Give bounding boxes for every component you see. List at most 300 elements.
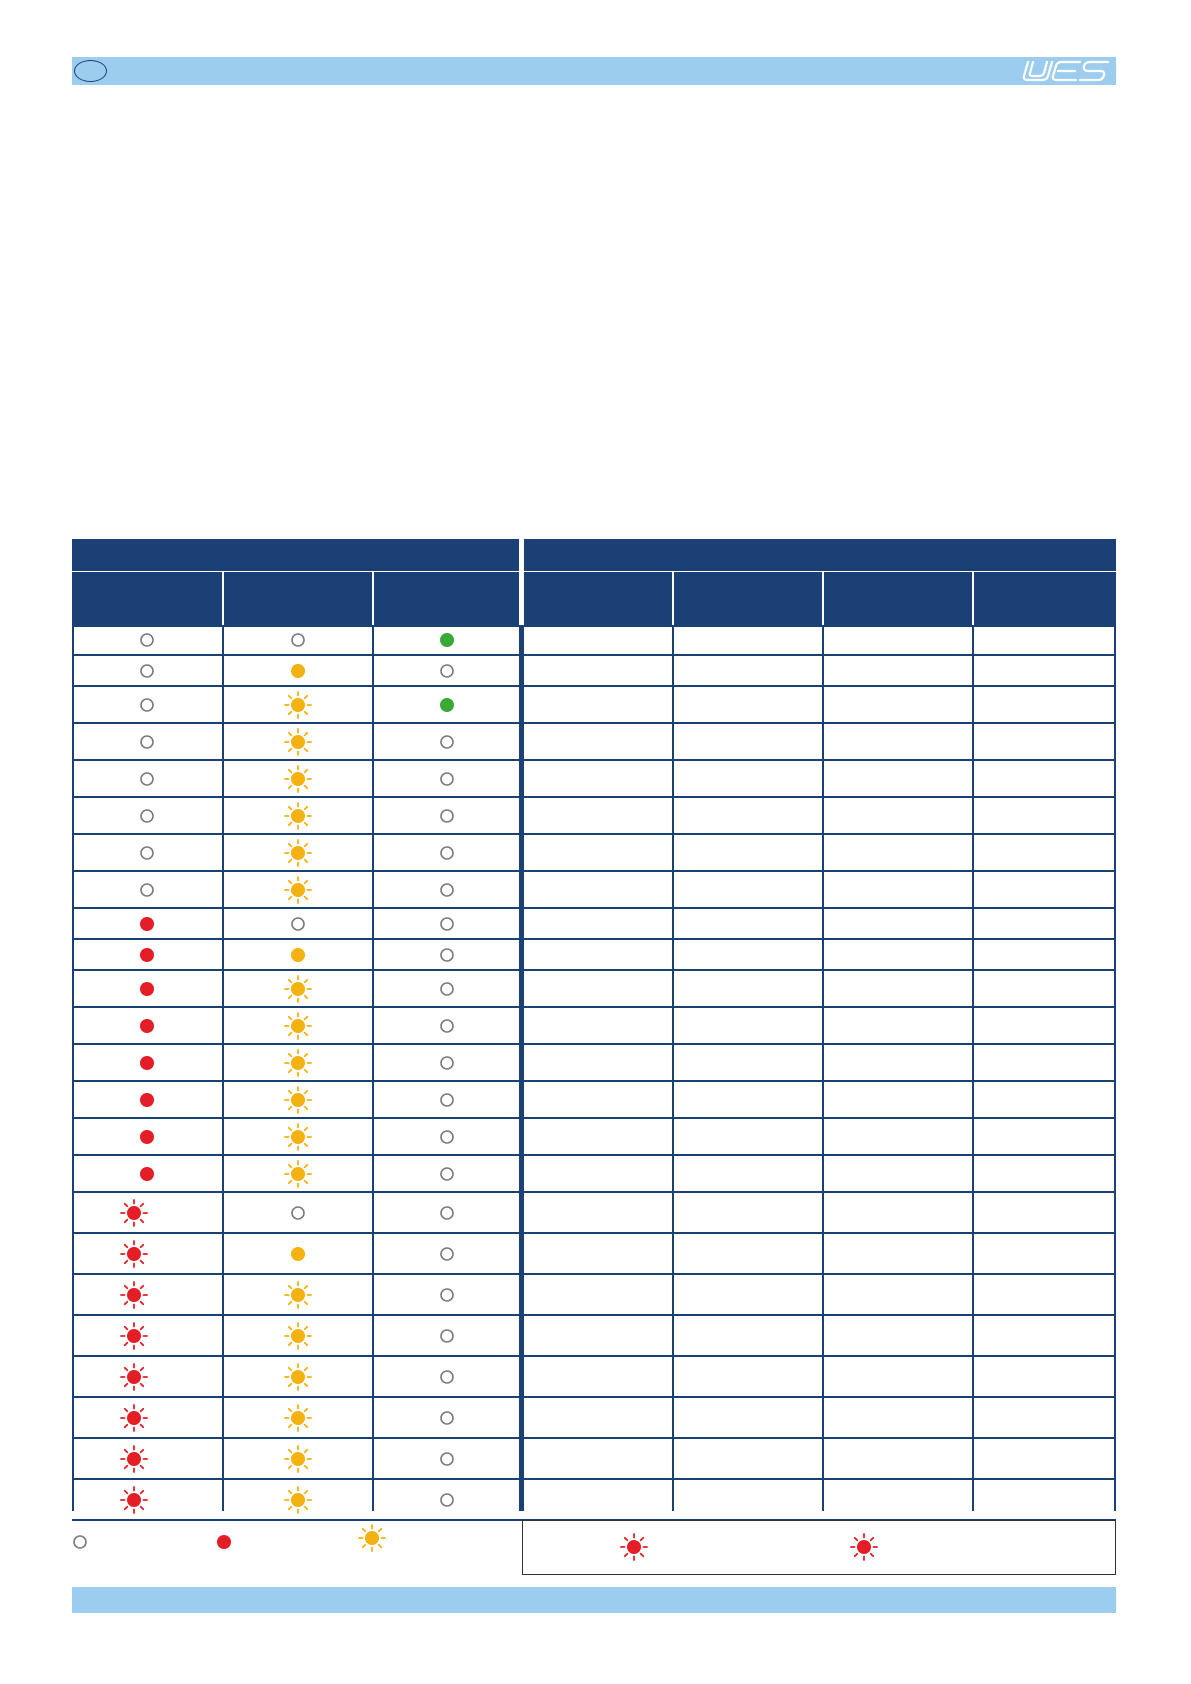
led-off-icon (72, 1534, 88, 1550)
table-cell (824, 625, 972, 654)
table-cell (374, 1156, 519, 1191)
led-off-icon (439, 1092, 455, 1108)
table-cell (824, 656, 972, 685)
table-cell (974, 761, 1116, 796)
table-cell (824, 835, 972, 870)
table-cell (674, 1357, 822, 1396)
table-cell (974, 1316, 1116, 1355)
table-cell (72, 625, 222, 654)
amber-blink-led-icon (284, 1123, 312, 1151)
table-cell (374, 1480, 519, 1519)
table-cell (72, 724, 222, 759)
table-cell (974, 1480, 1116, 1519)
amber-blink-led-icon (284, 1160, 312, 1188)
table-cell (72, 656, 222, 685)
red-blink-led-icon (850, 1533, 878, 1561)
table-cell (72, 1193, 222, 1232)
table-cell (524, 1008, 672, 1043)
table-cell (674, 1008, 822, 1043)
legend-box (522, 1520, 1116, 1575)
led-off-icon (439, 845, 455, 861)
table-cell (72, 1008, 222, 1043)
table-cell (374, 656, 519, 685)
column-header-2 (224, 572, 372, 625)
table-cell (374, 761, 519, 796)
table-row (72, 761, 1116, 798)
column-header-3 (374, 572, 519, 625)
table-cell (674, 1234, 822, 1273)
table-cell (224, 1316, 372, 1355)
led-off-icon (439, 734, 455, 750)
amber-blink-led-icon (284, 975, 312, 1003)
led-off-icon (439, 947, 455, 963)
table-cell (974, 1119, 1116, 1154)
table-cell (674, 1398, 822, 1437)
table-cell (374, 1234, 519, 1273)
led-off-icon (439, 916, 455, 932)
table-cell (224, 835, 372, 870)
table-cell (72, 909, 222, 938)
column-header-7 (974, 572, 1116, 625)
amber-blink-led-icon (284, 1322, 312, 1350)
red-on-led-icon (216, 1534, 232, 1550)
led-off-icon (439, 808, 455, 824)
table-row (72, 1008, 1116, 1045)
table-cell (224, 625, 372, 654)
table-cell (524, 1234, 672, 1273)
table-cell (824, 1119, 972, 1154)
table-cell (674, 940, 822, 969)
red-on-led-icon (139, 1055, 155, 1071)
table-cell (374, 835, 519, 870)
table-cell (674, 1275, 822, 1314)
table-cell (674, 761, 822, 796)
red-on-led-icon (139, 1018, 155, 1034)
table-cell (824, 1316, 972, 1355)
table-cell (524, 1119, 672, 1154)
table-cell (524, 1045, 672, 1080)
amber-blink-led-icon (284, 1281, 312, 1309)
led-off-icon (439, 882, 455, 898)
table-cell (224, 1480, 372, 1519)
table-cell (674, 971, 822, 1006)
table-cell (224, 872, 372, 907)
red-blink-led-icon (120, 1199, 148, 1227)
table-cell (824, 1045, 972, 1080)
led-off-icon (439, 1287, 455, 1303)
table-cell (974, 909, 1116, 938)
red-blink-led-icon (620, 1533, 648, 1561)
table-cell (374, 1398, 519, 1437)
amber-blink-led-icon (284, 765, 312, 793)
table-cell (374, 1275, 519, 1314)
led-off-icon (139, 697, 155, 713)
table-cell (224, 1008, 372, 1043)
amber-on-led-icon (290, 663, 306, 679)
table-cell (374, 909, 519, 938)
amber-blink-led-icon (284, 876, 312, 904)
table-cell (974, 971, 1116, 1006)
amber-on-led-icon (290, 947, 306, 963)
table-cell (524, 940, 672, 969)
table-cell (72, 1316, 222, 1355)
table-cell (674, 687, 822, 722)
red-on-led-icon (139, 1129, 155, 1145)
amber-blink-led-icon (284, 1086, 312, 1114)
column-header-1 (72, 572, 222, 625)
table-cell (674, 835, 822, 870)
table-row (72, 724, 1116, 761)
column-line (1114, 625, 1116, 1511)
table-cell (224, 761, 372, 796)
table-cell (674, 1316, 822, 1355)
table-cell (974, 1275, 1116, 1314)
table-row (72, 1275, 1116, 1316)
table-cell (374, 1119, 519, 1154)
led-off-icon (439, 1055, 455, 1071)
table-cell (824, 971, 972, 1006)
led-off-icon (439, 1492, 455, 1508)
table-cell (524, 1193, 672, 1232)
led-off-icon (439, 1246, 455, 1262)
group-header-right (524, 539, 1116, 571)
led-off-icon (139, 771, 155, 787)
column-line (972, 625, 974, 1511)
footer-bar (72, 1587, 1116, 1613)
table-cell (224, 656, 372, 685)
table-cell (374, 687, 519, 722)
table-cell (72, 971, 222, 1006)
table-cell (674, 1480, 822, 1519)
table-row (72, 835, 1116, 872)
table-cell (224, 1156, 372, 1191)
table-cell (974, 1234, 1116, 1273)
table-row (72, 1234, 1116, 1275)
table-cell (524, 1398, 672, 1437)
red-blink-led-icon (120, 1445, 148, 1473)
led-off-icon (439, 1410, 455, 1426)
table-cell (224, 1439, 372, 1478)
amber-on-led-icon (290, 1246, 306, 1262)
table-row (72, 1082, 1116, 1119)
table-row (72, 940, 1116, 971)
table-cell (524, 971, 672, 1006)
table-cell (674, 625, 822, 654)
table-cell (524, 724, 672, 759)
led-status-table (72, 625, 1116, 1511)
table-cell (224, 1045, 372, 1080)
table-cell (824, 909, 972, 938)
table-cell (72, 835, 222, 870)
led-off-icon (439, 1205, 455, 1221)
table-cell (374, 1008, 519, 1043)
header-separator (519, 539, 524, 625)
table-cell (674, 1439, 822, 1478)
led-off-icon (290, 1205, 306, 1221)
table-cell (72, 798, 222, 833)
table-row (72, 656, 1116, 687)
table-cell (224, 909, 372, 938)
table-cell (72, 761, 222, 796)
table-cell (72, 1275, 222, 1314)
led-off-icon (439, 1166, 455, 1182)
amber-blink-led-icon (284, 1445, 312, 1473)
table-cell (824, 798, 972, 833)
table-cell (524, 909, 672, 938)
table-cell (72, 1480, 222, 1519)
table-cell (524, 835, 672, 870)
amber-blink-led-icon (284, 1363, 312, 1391)
table-cell (974, 724, 1116, 759)
amber-blink-led-icon (284, 1049, 312, 1077)
table-cell (824, 1082, 972, 1117)
table-divider (519, 625, 524, 1511)
table-cell (824, 1357, 972, 1396)
led-off-icon (439, 1129, 455, 1145)
table-cell (674, 656, 822, 685)
table-row (72, 798, 1116, 835)
table-cell (72, 1357, 222, 1396)
table-cell (72, 1119, 222, 1154)
table-cell (224, 1275, 372, 1314)
table-cell (974, 798, 1116, 833)
red-on-led-icon (139, 947, 155, 963)
table-cell (824, 872, 972, 907)
table-cell (974, 656, 1116, 685)
table-cell (674, 1119, 822, 1154)
table-cell (974, 1008, 1116, 1043)
column-line (822, 625, 824, 1511)
legend-item (358, 1524, 386, 1552)
table-cell (524, 872, 672, 907)
table-cell (974, 940, 1116, 969)
table-cell (674, 1156, 822, 1191)
ues-logo (1020, 58, 1112, 84)
table-cell (974, 1439, 1116, 1478)
led-off-icon (439, 1369, 455, 1385)
table-cell (974, 1357, 1116, 1396)
led-off-icon (139, 632, 155, 648)
table-cell (224, 940, 372, 969)
table-cell (72, 1398, 222, 1437)
led-off-icon (439, 1451, 455, 1467)
amber-blink-led-icon (284, 1404, 312, 1432)
table-row (72, 1119, 1116, 1156)
table-cell (524, 1082, 672, 1117)
column-header-4 (524, 572, 672, 625)
table-cell (374, 940, 519, 969)
led-off-icon (290, 632, 306, 648)
table-row (72, 909, 1116, 940)
table-row (72, 1156, 1116, 1193)
led-off-icon (439, 981, 455, 997)
column-header-5 (674, 572, 822, 625)
red-on-led-icon (139, 981, 155, 997)
table-row (72, 687, 1116, 724)
table-cell (524, 656, 672, 685)
table-cell (224, 1082, 372, 1117)
header-bar (72, 57, 1116, 85)
table-cell (974, 835, 1116, 870)
column-line (72, 625, 74, 1511)
table-cell (374, 1357, 519, 1396)
table-top-line (72, 625, 1116, 627)
table-row (72, 1480, 1116, 1521)
table-cell (224, 1119, 372, 1154)
table-cell (374, 1316, 519, 1355)
table-cell (374, 1082, 519, 1117)
table-cell (974, 625, 1116, 654)
table-cell (524, 761, 672, 796)
table-cell (72, 940, 222, 969)
table-cell (824, 940, 972, 969)
table-cell (524, 1480, 672, 1519)
table-cell (72, 687, 222, 722)
table-cell (224, 1193, 372, 1232)
column-line (672, 625, 674, 1511)
table-cell (524, 1275, 672, 1314)
table-cell (72, 1234, 222, 1273)
table-row (72, 1316, 1116, 1357)
table-cell (374, 625, 519, 654)
table-cell (72, 1082, 222, 1117)
table-cell (374, 1193, 519, 1232)
table-cell (824, 1275, 972, 1314)
legend-box-item (850, 1533, 878, 1561)
amber-blink-led-icon (284, 1012, 312, 1040)
table-cell (974, 1156, 1116, 1191)
led-off-icon (439, 663, 455, 679)
table-cell (524, 1316, 672, 1355)
column-header-6 (824, 572, 972, 625)
green-on-led-icon (439, 697, 455, 713)
table-row (72, 1045, 1116, 1082)
table-cell (374, 724, 519, 759)
amber-blink-led-icon (284, 802, 312, 830)
table-row (72, 872, 1116, 909)
led-off-icon (290, 916, 306, 932)
table-cell (524, 1357, 672, 1396)
table-row (72, 625, 1116, 656)
table-cell (374, 872, 519, 907)
led-off-icon (139, 663, 155, 679)
table-cell (824, 1156, 972, 1191)
table-cell (824, 687, 972, 722)
led-off-icon (439, 1018, 455, 1034)
group-header-left (72, 539, 519, 571)
red-blink-led-icon (120, 1281, 148, 1309)
table-cell (824, 724, 972, 759)
red-blink-led-icon (120, 1363, 148, 1391)
table-cell (524, 625, 672, 654)
table-cell (224, 687, 372, 722)
table-cell (974, 1398, 1116, 1437)
green-on-led-icon (439, 632, 455, 648)
table-cell (524, 687, 672, 722)
table-cell (674, 724, 822, 759)
table-cell (72, 872, 222, 907)
table-cell (374, 971, 519, 1006)
table-cell (824, 1008, 972, 1043)
amber-blink-led-icon (284, 1486, 312, 1514)
table-cell (824, 1480, 972, 1519)
table-cell (224, 1398, 372, 1437)
table-cell (674, 1045, 822, 1080)
table-cell (974, 687, 1116, 722)
table-cell (674, 798, 822, 833)
table-cell (974, 872, 1116, 907)
table-cell (824, 761, 972, 796)
red-blink-led-icon (120, 1322, 148, 1350)
language-badge (74, 60, 107, 82)
red-blink-led-icon (120, 1240, 148, 1268)
amber-blink-led-icon (284, 728, 312, 756)
table-cell (524, 1156, 672, 1191)
table-cell (974, 1045, 1116, 1080)
red-on-led-icon (139, 916, 155, 932)
table-cell (974, 1193, 1116, 1232)
table-cell (374, 1439, 519, 1478)
table-cell (824, 1398, 972, 1437)
table-cell (224, 971, 372, 1006)
table-cell (824, 1234, 972, 1273)
table-cell (374, 1045, 519, 1080)
table-cell (224, 724, 372, 759)
table-cell (72, 1045, 222, 1080)
led-off-icon (439, 1328, 455, 1344)
amber-blink-led-icon (284, 839, 312, 867)
amber-blink-led-icon (284, 691, 312, 719)
table-cell (974, 1082, 1116, 1117)
table-cell (72, 1156, 222, 1191)
led-off-icon (139, 808, 155, 824)
table-row (72, 971, 1116, 1008)
legend-box-item (620, 1533, 648, 1561)
table-cell (674, 1193, 822, 1232)
led-off-icon (439, 771, 455, 787)
legend-item (216, 1534, 232, 1550)
table-cell (374, 798, 519, 833)
legend (72, 1520, 512, 1576)
red-blink-led-icon (120, 1404, 148, 1432)
table-cell (224, 798, 372, 833)
red-blink-led-icon (120, 1486, 148, 1514)
column-line (372, 625, 374, 1511)
table-cell (674, 909, 822, 938)
table-row (72, 1439, 1116, 1480)
table-cell (524, 798, 672, 833)
table-row (72, 1193, 1116, 1234)
table-cell (674, 872, 822, 907)
table-cell (824, 1193, 972, 1232)
table-cell (824, 1439, 972, 1478)
column-line (222, 625, 224, 1511)
red-on-led-icon (139, 1092, 155, 1108)
table-row (72, 1398, 1116, 1439)
table-cell (224, 1234, 372, 1273)
table-row (72, 1357, 1116, 1398)
red-on-led-icon (139, 1166, 155, 1182)
led-off-icon (139, 734, 155, 750)
table-cell (524, 1439, 672, 1478)
table-cell (224, 1357, 372, 1396)
led-off-icon (139, 845, 155, 861)
led-off-icon (139, 882, 155, 898)
table-cell (72, 1439, 222, 1478)
amber-blink-led-icon (358, 1524, 386, 1552)
table-cell (674, 1082, 822, 1117)
legend-item (72, 1534, 88, 1550)
